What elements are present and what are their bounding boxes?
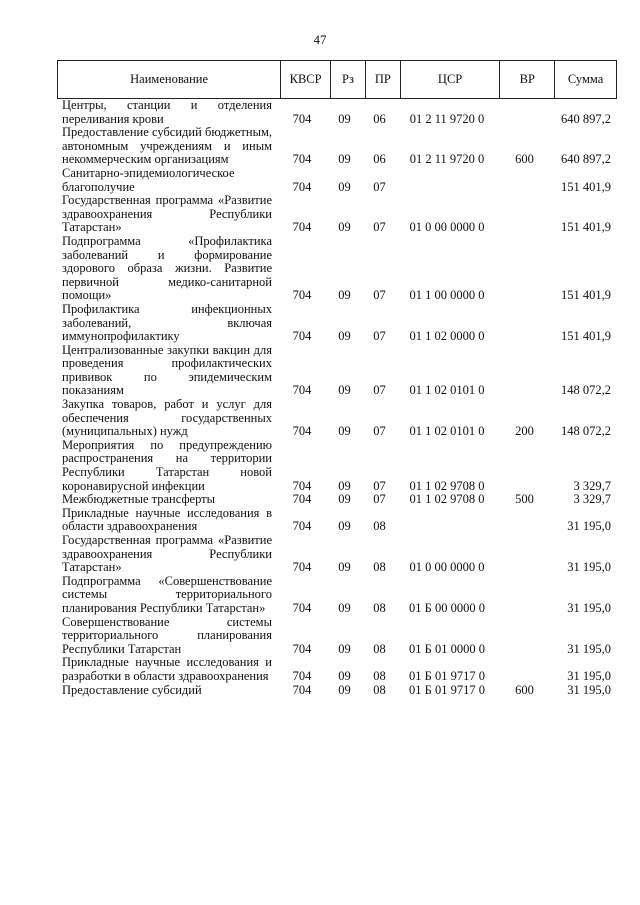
csr-cell: 01 2 11 9720 0 — [409, 111, 485, 126]
table-row — [62, 99, 617, 126]
kvsr-cell: 704 — [292, 478, 312, 493]
csr-cell: 01 1 00 0000 0 — [409, 288, 485, 303]
sum-cell: 31 195,0 — [567, 668, 611, 683]
table-row — [62, 194, 617, 235]
row-name: Государственная программа «Развитие здравоохранения Республики Татарстан» — [62, 533, 272, 575]
kvsr-cell: 704 — [292, 560, 312, 575]
table-row — [62, 575, 617, 616]
rz-cell: 09 — [338, 600, 351, 615]
kvsr-cell: 704 — [292, 682, 312, 697]
row-name: Санитарно-эпидемиологическое благополучие — [62, 165, 235, 194]
pr-cell: 08 — [373, 682, 386, 697]
csr-cell: 01 1 02 0000 0 — [409, 329, 485, 344]
row-name: Централизованные закупки вакцин для проведения профилактических прививок по эпидемическим показаниям — [62, 342, 272, 398]
table-row — [62, 398, 617, 439]
column-header-name: Наименование — [130, 72, 209, 86]
row-name: Прикладные научные исследования в области здравоохранения — [62, 505, 272, 534]
table-row — [62, 235, 617, 303]
column-header-vr: ВР — [499, 61, 554, 98]
table-header — [57, 60, 617, 99]
kvsr-cell: 704 — [292, 600, 312, 615]
rz-cell: 09 — [338, 668, 351, 683]
pr-cell: 07 — [373, 288, 386, 303]
table-body — [62, 99, 617, 697]
pr-cell: 08 — [373, 600, 386, 615]
table-row — [62, 507, 617, 534]
pr-cell: 07 — [373, 179, 386, 194]
pr-cell: 08 — [373, 668, 386, 683]
rz-cell: 09 — [338, 519, 351, 534]
sum-cell: 151 401,9 — [561, 220, 611, 235]
column-header-kvsr: КВСР — [280, 61, 330, 98]
kvsr-cell: 704 — [292, 492, 312, 507]
row-name: Прикладные научные исследования и разработки в области здравоохранения — [62, 655, 272, 683]
pr-cell: 07 — [373, 478, 386, 493]
rz-cell: 09 — [338, 383, 351, 398]
sum-cell: 31 195,0 — [567, 641, 611, 656]
sum-cell: 3 329,7 — [573, 492, 611, 507]
row-name: Предоставление субсидий бюджетным, автономным учреждениям и иным некоммерческим организациям — [62, 125, 272, 167]
rz-cell: 09 — [338, 641, 351, 656]
table-row — [62, 534, 617, 575]
kvsr-cell: 704 — [292, 288, 312, 303]
kvsr-cell: 704 — [292, 329, 312, 344]
kvsr-cell: 704 — [292, 519, 312, 534]
rz-cell: 09 — [338, 220, 351, 235]
row-name: Предоставление субсидий — [62, 682, 202, 697]
kvsr-cell: 704 — [292, 383, 312, 398]
csr-cell: 01 Б 01 9717 0 — [409, 668, 485, 683]
pr-cell: 06 — [373, 152, 386, 167]
vr-cell: 500 — [515, 492, 534, 507]
pr-cell: 08 — [373, 519, 386, 534]
csr-cell: 01 Б 01 0000 0 — [409, 641, 485, 656]
row-name: Совершенствование системы территориального планирования Республики Татарстан — [62, 614, 272, 656]
pr-cell: 07 — [373, 424, 386, 439]
csr-cell: 01 Б 00 0000 0 — [409, 600, 485, 615]
csr-cell: 01 0 00 0000 0 — [409, 560, 485, 575]
column-header-pr: ПР — [365, 61, 400, 98]
pr-cell: 07 — [373, 492, 386, 507]
kvsr-cell: 704 — [292, 424, 312, 439]
pr-cell: 07 — [373, 220, 386, 235]
kvsr-cell: 704 — [292, 111, 312, 126]
csr-cell: 01 2 11 9720 0 — [409, 152, 485, 167]
rz-cell: 09 — [338, 682, 351, 697]
table-row — [62, 656, 617, 683]
rz-cell: 09 — [338, 111, 351, 126]
row-name: Закупка товаров, работ и услуг для обеспечения государственных (муниципальных) нужд — [62, 397, 272, 439]
rz-cell: 09 — [338, 288, 351, 303]
csr-cell: 01 1 02 0101 0 — [409, 383, 485, 398]
row-name: Межбюджетные трансферты — [62, 492, 216, 507]
rz-cell: 09 — [338, 152, 351, 167]
csr-cell: 01 0 00 0000 0 — [409, 220, 485, 235]
row-name: Профилактика инфекционных заболеваний, включая иммунопрофилактику — [62, 301, 272, 344]
kvsr-cell: 704 — [292, 152, 312, 167]
csr-cell: 01 Б 01 9717 0 — [409, 682, 485, 697]
row-name: Подпрограмма «Профилактика заболеваний и формирование здорового образа жизни. Развитие первичной медико-санитарной помощи» — [62, 233, 272, 303]
table-row — [62, 684, 617, 698]
pr-cell: 08 — [373, 560, 386, 575]
sum-cell: 148 072,2 — [561, 383, 611, 398]
vr-cell: 600 — [515, 152, 534, 167]
vr-cell: 200 — [515, 424, 534, 439]
sum-cell: 151 401,9 — [561, 329, 611, 344]
sum-cell: 640 897,2 — [561, 111, 611, 126]
row-name: Подпрограмма «Совершенствование системы территориального планирования Республики Татарстан» — [62, 573, 272, 615]
pr-cell: 07 — [373, 383, 386, 398]
csr-cell: 01 1 02 9708 0 — [409, 492, 485, 507]
table-row — [62, 439, 617, 493]
row-name: Центры, станции и отделения переливания крови — [62, 98, 272, 126]
sum-cell: 31 195,0 — [567, 560, 611, 575]
kvsr-cell: 704 — [292, 641, 312, 656]
column-header-csr: ЦСР — [400, 61, 500, 98]
table-row — [62, 303, 617, 344]
sum-cell: 3 329,7 — [573, 478, 611, 493]
sum-cell: 151 401,9 — [561, 288, 611, 303]
table-row — [62, 493, 617, 507]
pr-cell: 08 — [373, 641, 386, 656]
sum-cell: 148 072,2 — [561, 424, 611, 439]
sum-cell: 31 195,0 — [567, 682, 611, 697]
csr-cell: 01 1 02 9708 0 — [409, 478, 485, 493]
sum-cell: 31 195,0 — [567, 600, 611, 615]
rz-cell: 09 — [338, 492, 351, 507]
sum-cell: 640 897,2 — [561, 152, 611, 167]
rz-cell: 09 — [338, 478, 351, 493]
table-row — [62, 344, 617, 398]
kvsr-cell: 704 — [292, 179, 312, 194]
kvsr-cell: 704 — [292, 220, 312, 235]
row-name: Мероприятия по предупреждению распространения на территории Республики Татарстан новой коронавирусной инфекции — [62, 437, 272, 493]
rz-cell: 09 — [338, 179, 351, 194]
rz-cell: 09 — [338, 329, 351, 344]
column-header-sum: Сумма — [554, 61, 616, 98]
sum-cell: 31 195,0 — [567, 519, 611, 534]
rz-cell: 09 — [338, 560, 351, 575]
sum-cell: 151 401,9 — [561, 179, 611, 194]
column-header-rz: Рз — [330, 61, 365, 98]
table-row — [62, 167, 617, 194]
page-number: 47 — [313, 32, 327, 47]
pr-cell: 07 — [373, 329, 386, 344]
table-row — [62, 616, 617, 657]
rz-cell: 09 — [338, 424, 351, 439]
table-row — [62, 126, 617, 167]
vr-cell: 600 — [515, 682, 534, 697]
pr-cell: 06 — [373, 111, 386, 126]
row-name: Государственная программа «Развитие здравоохранения Республики Татарстан» — [62, 193, 272, 235]
csr-cell: 01 1 02 0101 0 — [409, 424, 485, 439]
kvsr-cell: 704 — [292, 668, 312, 683]
